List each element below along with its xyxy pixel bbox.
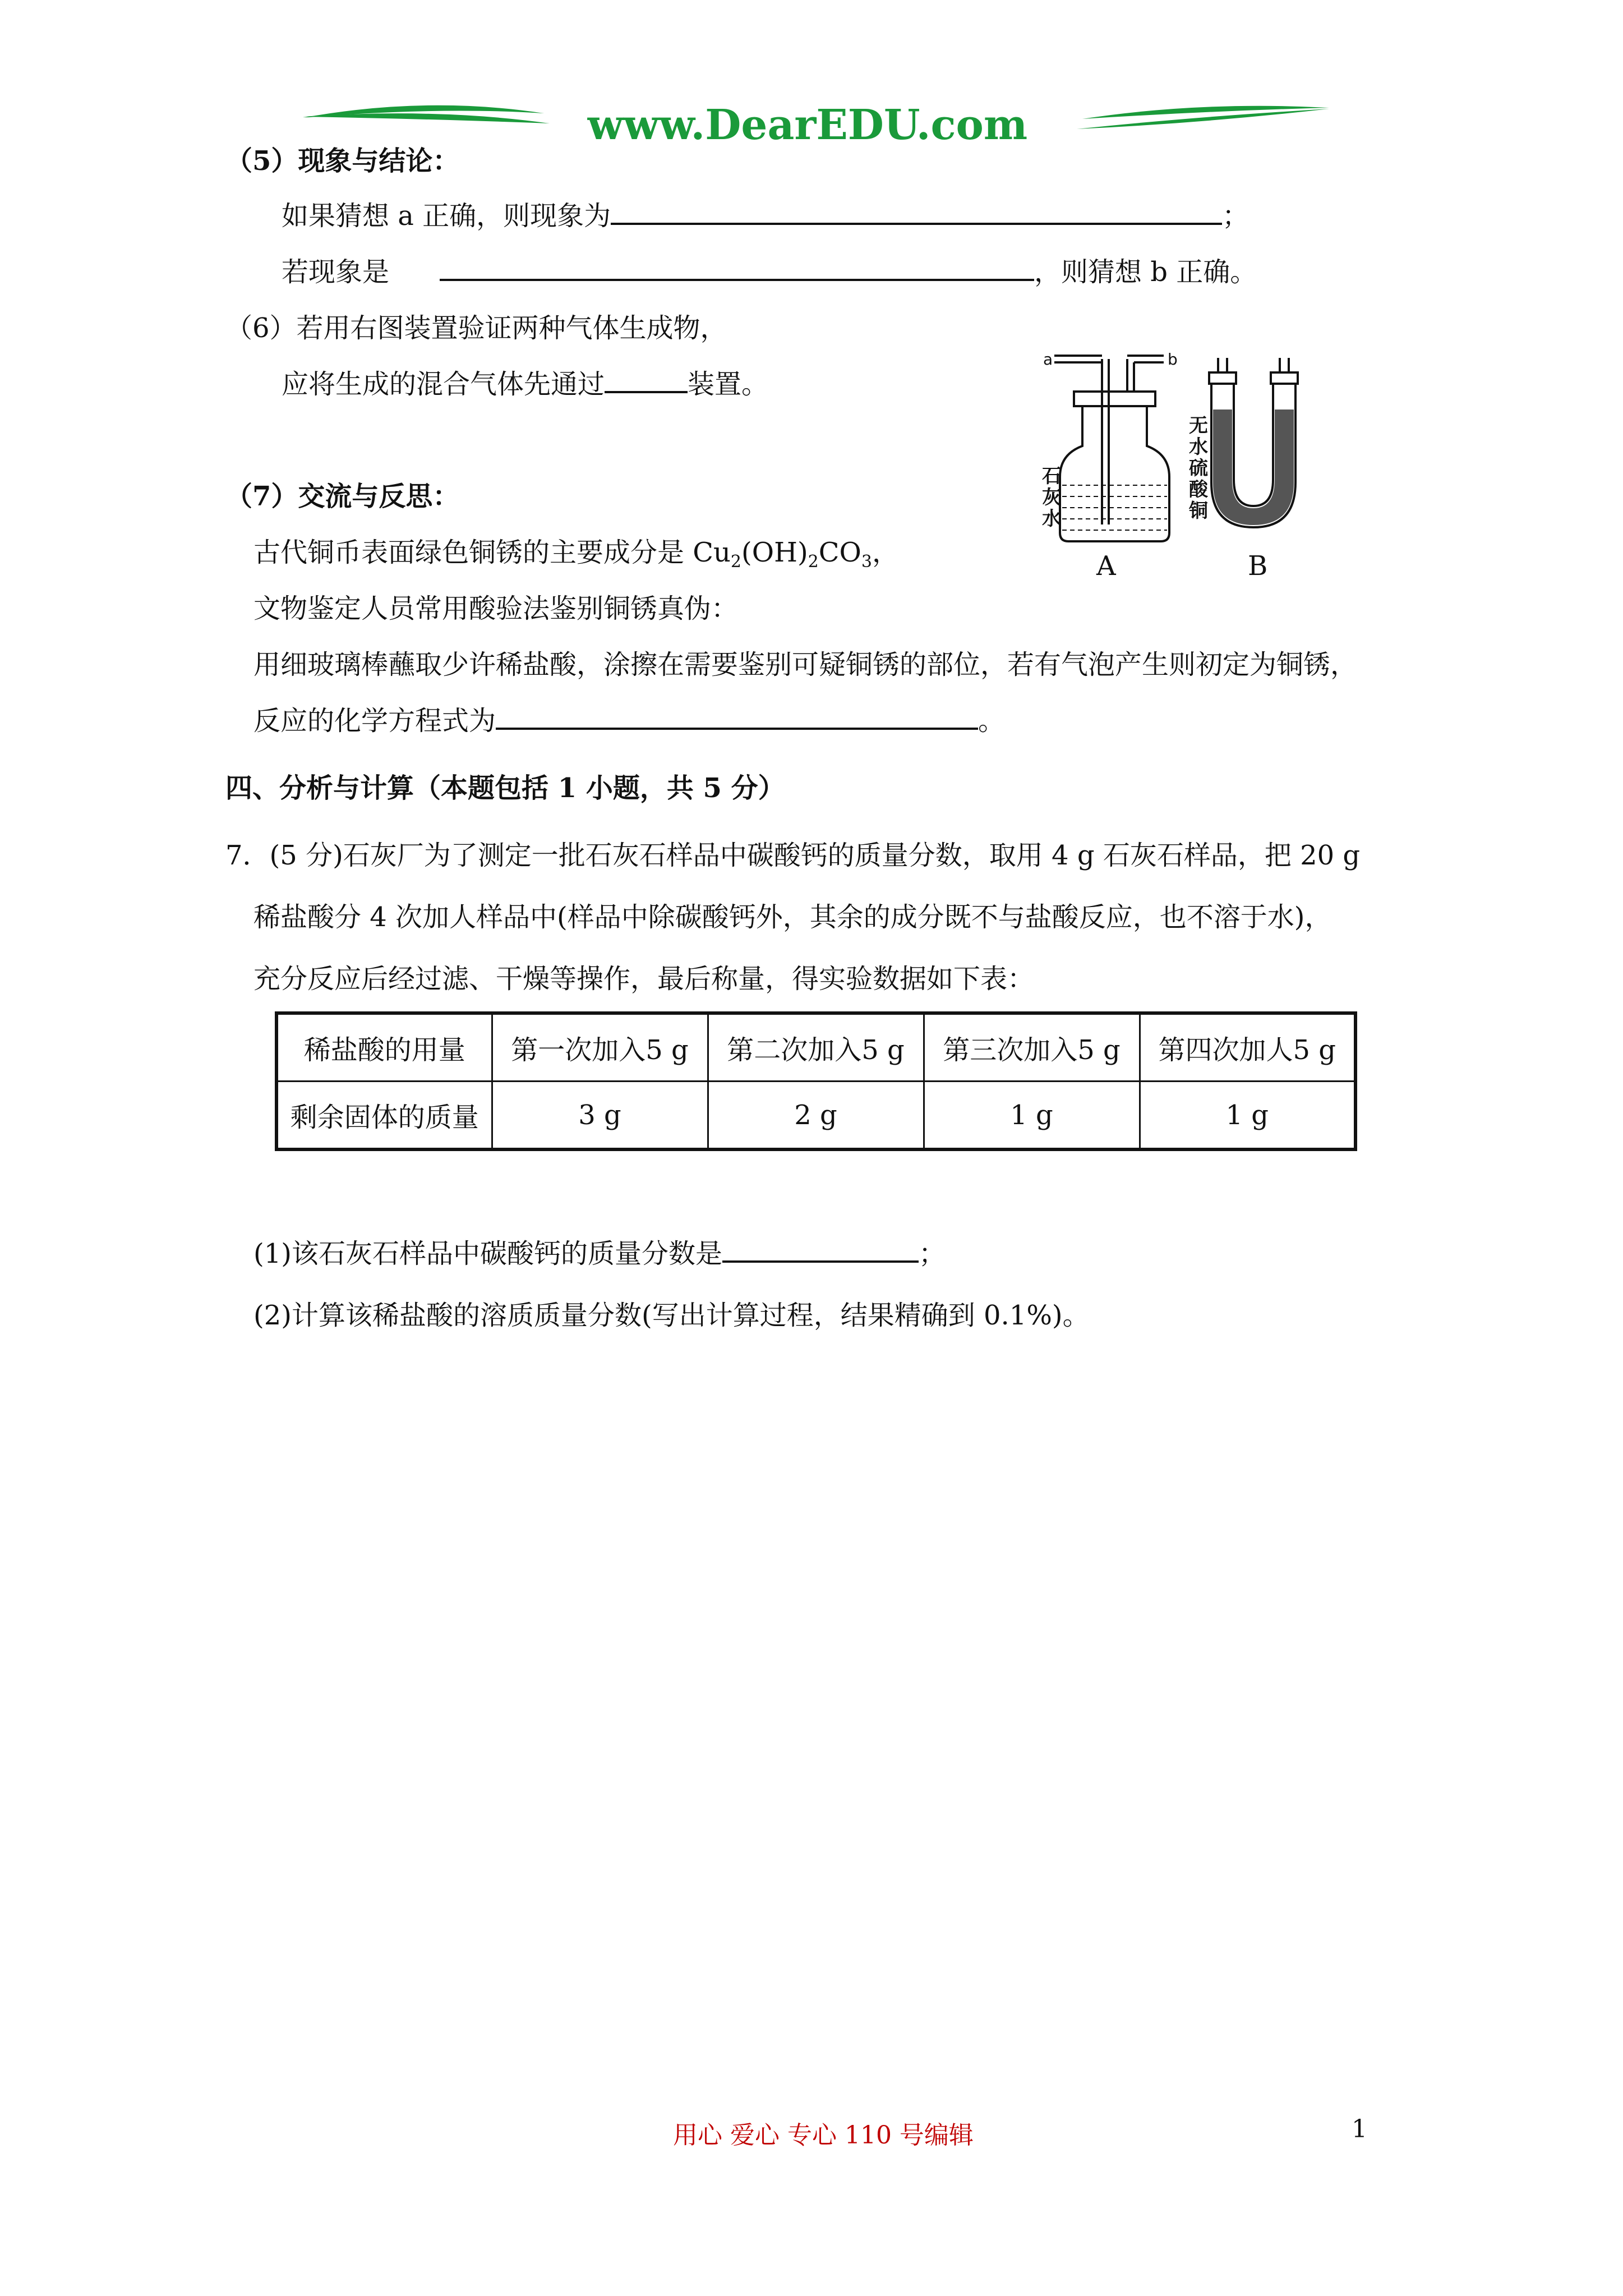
- answer-blank-3[interactable]: [605, 369, 688, 393]
- q5-line2-text: 若现象是: [282, 256, 390, 288]
- tube-label: 无水硫酸铜: [1189, 415, 1208, 522]
- table-cell: 剩余固体的质量: [276, 1082, 492, 1150]
- q7-line1-suffix: ，: [872, 537, 899, 568]
- q7-line1: [253, 531, 899, 572]
- q6-line1: （6）若用右图装置验证两种气体生成物，: [225, 312, 727, 344]
- data-table: [275, 1011, 1357, 1151]
- q5-line2-suffix: ，则猜想 b 正确。: [1034, 256, 1257, 288]
- table-cell: 第二次加入5 g: [708, 1013, 924, 1082]
- formula-sub-1: 2: [730, 552, 741, 572]
- sub-question-1-text: (1)该石灰石样品中碳酸钙的质量分数是: [253, 1238, 722, 1269]
- q7-line4-suffix: 。: [978, 705, 1006, 737]
- answer-blank-1[interactable]: [611, 200, 1222, 225]
- table-cell: 2 g: [708, 1082, 924, 1150]
- page-number: 1: [1352, 2115, 1367, 2143]
- problem-7-line1: 7．(5 分)石灰厂为了测定一批石灰石样品中碳酸钙的质量分数，取用 4 g 石灰石样品，把 20 g: [225, 840, 1361, 871]
- answer-blank-4[interactable]: [496, 705, 978, 730]
- caption-a: A: [1096, 550, 1116, 582]
- q6-line2-text: 应将生成的混合气体先通过: [282, 369, 605, 400]
- bottle-label: 石灰水: [1042, 465, 1061, 530]
- caption-b: B: [1248, 550, 1268, 582]
- problem-7-line3: 充分反应后经过滤、干燥等操作，最后称量，得实验数据如下表：: [253, 963, 1035, 995]
- sub-question-2: (2)计算该稀盐酸的溶质质量分数(写出计算过程，结果精确到 0.1%)。: [253, 1300, 1090, 1331]
- table-cell: 第三次加入5 g: [924, 1013, 1140, 1082]
- formula-oh: (OH): [741, 537, 808, 568]
- formula-co: CO: [818, 537, 861, 568]
- q7-line4-text: 反应的化学方程式为: [253, 705, 496, 737]
- q6-line2: [282, 362, 768, 401]
- table-cell: 第一次加入5 g: [492, 1013, 708, 1082]
- sub-question-1-suffix: ；: [919, 1238, 946, 1269]
- q5-line2: [282, 250, 1257, 289]
- sub-question-1: [253, 1232, 946, 1271]
- table-cell: 第四次加人5 g: [1140, 1013, 1355, 1082]
- formula-sub-3: 3: [861, 552, 872, 572]
- q5-line1-text: 如果猜想 a 正确，则现象为: [282, 200, 611, 232]
- q5-line1: [282, 194, 1249, 233]
- q7-line1-text: 古代铜币表面绿色铜锈的主要成分是 Cu: [253, 537, 731, 568]
- label-a: a: [1043, 350, 1053, 369]
- q5-heading: （5）现象与结论：: [225, 145, 460, 177]
- table-row: [276, 1013, 1355, 1082]
- q7-line3: 用细玻璃棒蘸取少许稀盐酸，涂擦在需要鉴别可疑铜锈的部位，若有气泡产生则初定为铜锈，: [253, 649, 1358, 680]
- section-4-title: 四、分析与计算（本题包括 1 小题，共 5 分）: [225, 772, 785, 804]
- formula-sub-2: 2: [808, 552, 819, 572]
- q5-line1-suffix: ；: [1222, 200, 1249, 232]
- table-cell: 稀盐酸的用量: [276, 1013, 492, 1082]
- table-cell: 3 g: [492, 1082, 708, 1150]
- q7-heading: （7）交流与反思：: [225, 481, 460, 512]
- q7-line4: [253, 699, 1005, 738]
- label-b: b: [1168, 350, 1178, 369]
- table-cell: 1 g: [1140, 1082, 1355, 1150]
- gas-washing-bottle-a: [1054, 356, 1169, 541]
- footer-text: 用心 爱心 专心 110 号编辑: [673, 2121, 974, 2150]
- problem-7-line2: 稀盐酸分 4 次加人样品中(样品中除碳酸钙外，其余的成分既不与盐酸反应，也不溶于水)，: [253, 901, 1332, 933]
- q7-line2: 文物鉴定人员常用酸验法鉴别铜锈真伪：: [253, 593, 739, 624]
- q6-line2-suffix: 装置。: [688, 369, 769, 400]
- copper-sulfate-fill: [1213, 409, 1294, 525]
- answer-blank-5[interactable]: [722, 1238, 919, 1263]
- table-row: [276, 1082, 1355, 1150]
- site-logo-text: www.DearEDU.com: [587, 101, 1028, 149]
- table-cell: 1 g: [924, 1082, 1140, 1150]
- answer-blank-2[interactable]: [440, 256, 1034, 281]
